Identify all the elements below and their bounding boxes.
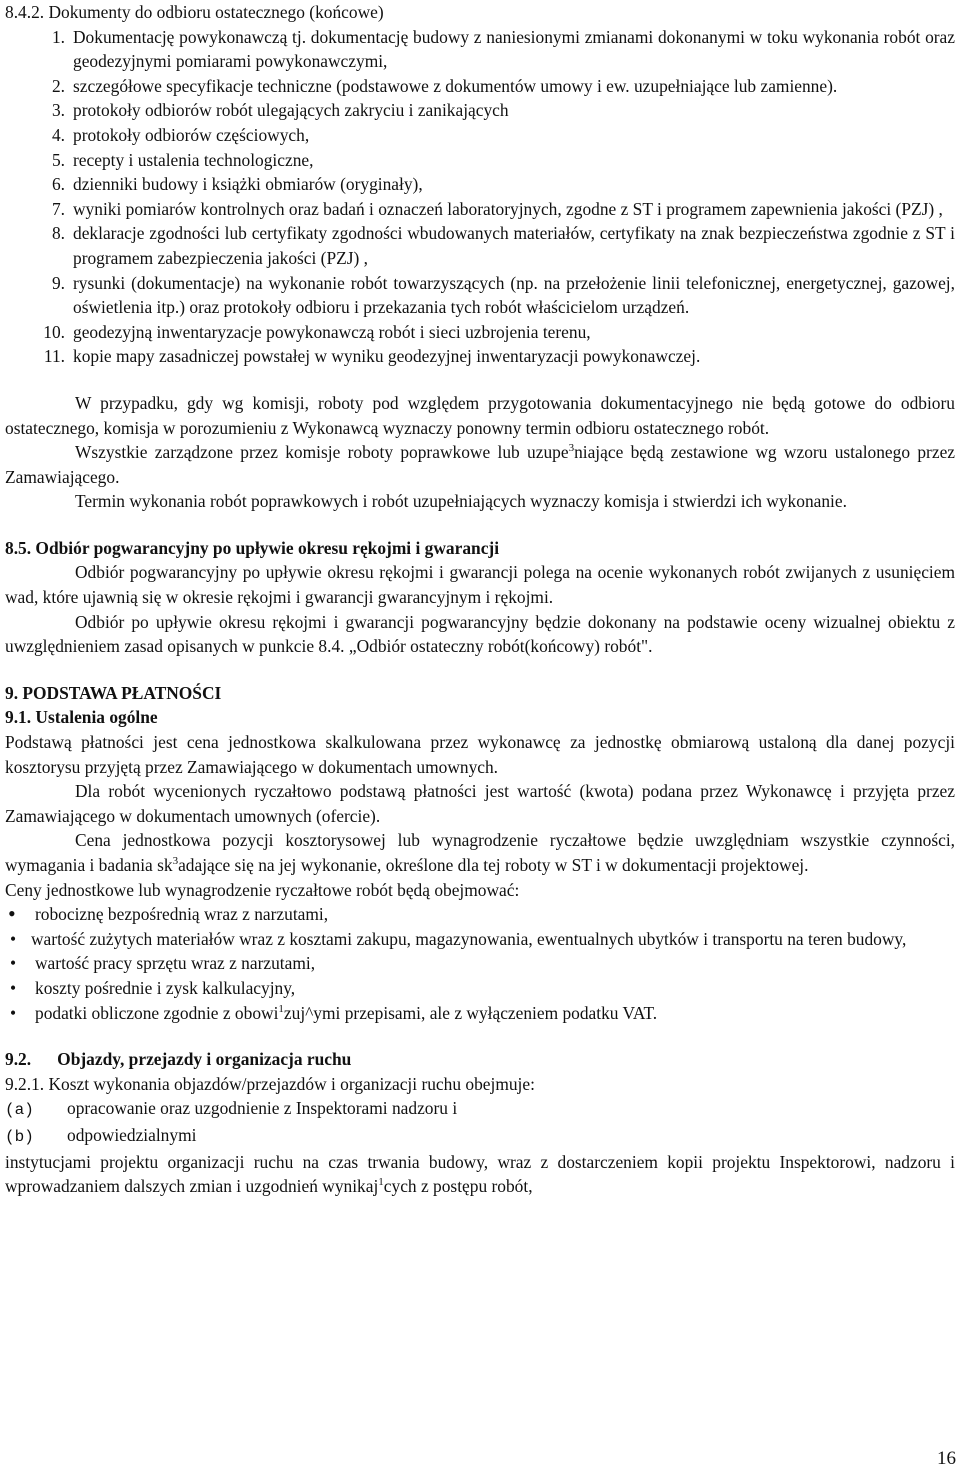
list-item: 4. protokoły odbiorów częściowych, <box>51 124 310 145</box>
list-item: 11. kopie mapy zasadniczej powstałej w wyniku geodezyjnej inwentaryzacji powykonawczej. <box>43 346 701 367</box>
spacer <box>5 1025 955 1047</box>
paragraph-corrective-deadline: Termin wykonania robót poprawkowych i robót uzupełniających wyznaczy komisja i stwierdzi ich wykonanie. <box>75 491 847 512</box>
list-item: 8. deklaracje zgodności lub certyfikaty zgodności wbudowanych materiałów, certyfikaty na znak bezpieczeństwa zgodnie z ST i programem zabezpieczenia jakości (PZJ) , <box>51 223 955 268</box>
paragraph-detour-cost: 9.2.1. Koszt wykonania objazdów/przejazdów i organizacji ruchu obejmuje: <box>5 1073 535 1094</box>
list-item: 10. geodezyjną inwentaryzacje powykonawczą robót i sieci uzbrojenia terenu, <box>43 321 591 342</box>
paragraph-lump-sum-works: Dla robót wycenionych ryczałtowo podstawą płatności jest wartość (kwota) podana przez Wykonawcę i przyjęta przez Zamawiającego w dokumentach umownych (ofercie). <box>5 781 955 826</box>
bullet-icon: • <box>8 901 16 927</box>
bullet-icon: • <box>10 953 17 974</box>
paragraph-price-includes: Ceny jednostkowe lub wynagrodzenie ryczałtowe robót będą obejmować: <box>5 879 520 900</box>
final-acceptance-documents-list <box>5 25 955 369</box>
spacer <box>5 659 955 681</box>
section-8-5-heading: 8.5. Odbiór pogwarancyjny po upływie okresu rękojmi i gwarancji <box>5 537 500 558</box>
section-9-2-heading: 9.2. Objazdy, przejazdy i organizacja ruchu <box>5 1049 352 1070</box>
list-item: • podatki obliczone zgodnie z obowi$^1$zuj^ymi przepisami, ale z wyłączeniem podatku VAT. <box>5 1001 955 1026</box>
paragraph-incomplete-docs: W przypadku, gdy wg komisji, roboty pod względem przygotowania dokumentacyjnego nie będą gotowe do odbioru ostatecznego, komisja w porozumieniu z Wykonawcą wyznaczy ponowny termin odbioru ostatecznego robót. <box>5 392 955 438</box>
section-9-heading: 9. PODSTAWA PŁATNOŚCI <box>5 682 222 703</box>
list-item-b: (b) odpowiedzialnymi <box>5 1124 197 1146</box>
bullet-icon: • <box>10 1002 17 1023</box>
page-number: 16 <box>937 1448 956 1470</box>
list-item: 7. wyniki pomiarów kontrolnych oraz badań i oznaczeń laboratoryjnych, zgodne z ST i programem zapewnienia jakości (PZJ) , <box>51 198 943 219</box>
spacer <box>5 514 955 536</box>
list-item: • wartość zużytych materiałów wraz z kosztami zakupu, magazynowania, ewentualnych ubytków i transportu na teren budowy, <box>5 927 955 952</box>
list-item-a: (a) opracowanie oraz uzgodnienie z Inspektorami nadzoru i <box>5 1098 458 1120</box>
paragraph-corrective-works: Wszystkie zarządzone przez komisje roboty poprawkowe lub uzupe$^3$niające będą zestawione wg wzoru ustalonego przez Zamawiającego. <box>5 442 956 487</box>
paragraph-traffic-project: instytucjami projektu organizacji ruchu na czas trwania budowy, wraz z dostarczeniem kopii projektu Inspektorowi, nadzoru i wprowadzaniem dalszych zmian i uzgodnień wynikaj$^1$cych z postępu robót, <box>5 1151 955 1197</box>
list-item: 6. dzienniki budowy i książki obmiarów (oryginały), <box>51 174 423 195</box>
list-item: 2. szczegółowe specyfikacje techniczne (podstawowe z dokumentów umowy i ew. uzupełniające lub zamienne). <box>51 75 838 96</box>
bullet-icon: • <box>10 928 17 949</box>
list-item: 1. Dokumentację powykonawczą tj. dokumentację budowy z naniesionymi zmianami dokonanymi w toku wykonania robót oraz geodezyjnymi pomiarami powykonawczymi, <box>51 26 955 72</box>
bullet-icon: • <box>10 977 17 998</box>
list-item: • robociznę bezpośrednią wraz z narzutami, <box>8 901 329 927</box>
list-item: 3. protokoły odbiorów robót ulegających zakryciu i zanikających <box>51 100 509 121</box>
list-item: • koszty pośrednie i zysk kalkulacyjny, <box>5 976 955 1001</box>
list-item: 9. rysunki (dokumentacje) na wykonanie robót towarzyszących (np. na przełożenie linii telefonicznej, energetycznej, gazowej, oświetlenia itp.) oraz protokoły odbioru i przekazania tych robót właścicielom urządzeń. <box>51 272 955 318</box>
paragraph-unit-price: Cena jednostkowa pozycji kosztorysowej lub wynagrodzenie ryczałtowe będzie uwzględniam wszystkie czynności, wymagania i badania $sk^3adające$ się na jej wykonanie, określone dla tej roboty w ST i w dokumentacji projektowej. <box>5 830 955 875</box>
spacer <box>5 369 955 391</box>
paragraph-post-warranty-acceptance: Odbiór pogwarancyjny po upływie okresu rękojmi i gwarancji polega na ocenie wykonanych robót zwijanych z usunięciem wad, które ujawnią się w okresie rękojmi i gwarancji gwarancyjnym i rękojmi. <box>5 562 955 608</box>
section-9-1-heading: 9.1. Ustalenia ogólne <box>5 707 158 728</box>
paragraph-payment-basis: Podstawą płatności jest cena jednostkowa skalkulowana przez wykonawcę za jednostkę obmiarową ustaloną dla danej pozycji kosztorysu przyjętą przez Zamawiającego w dokumentach umownych. <box>5 732 955 777</box>
list-item: • wartość pracy sprzętu wraz z narzutami, <box>5 951 955 976</box>
section-8-4-2-heading: 8.4.2. Dokumenty do odbioru ostatecznego (końcowe) <box>5 2 384 22</box>
list-item: 5. recepty i ustalenia technologiczne, <box>51 149 314 170</box>
price-components-list <box>5 902 955 1025</box>
paragraph-post-warranty-assessment: Odbiór po upływie okresu rękojmi i gwarancji pogwarancyjny będzie dokonany na podstawie oceny wizualnej obiektu z uwzględnieniem zasad opisanych w punkcie 8.4. „Odbiór ostateczny robót(końcowy) robót". <box>5 611 955 657</box>
